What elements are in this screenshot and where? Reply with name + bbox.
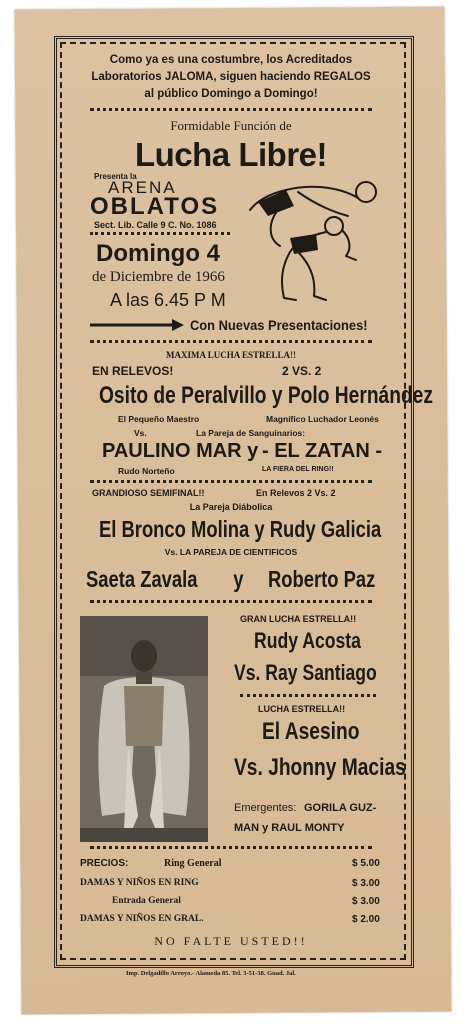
- bout-1-line-1: Rudy Acosta: [254, 628, 361, 653]
- no-falte-footer: NO FALTE USTED!!: [154, 934, 308, 948]
- bout-2-line-1: El Asesino: [262, 718, 360, 745]
- price-label-3: Entrada General: [112, 896, 181, 906]
- price-label-2: DAMAS Y NIÑOS EN RING: [80, 878, 199, 888]
- printer-credit: Imp. Delgadillo Arroyo.- Alameda 85. Tel. 3-51-38. Guad. Jal.: [126, 970, 296, 977]
- bout-1-label: GRAN LUCHA ESTRELLA!!: [240, 614, 357, 624]
- semifinal-format: En Relevos 2 Vs. 2: [256, 488, 336, 498]
- bout-2-label: LUCHA ESTRELLA!!: [258, 704, 346, 714]
- semifinal-label: GRANDIOSO SEMIFINAL!!: [92, 488, 205, 498]
- arena-label: ARENA: [108, 178, 177, 197]
- presenta-label: Presenta la: [94, 172, 137, 181]
- poster-title: Lucha Libre!: [134, 136, 328, 173]
- nickname-2b: LA FIERA DEL RING!!: [262, 466, 334, 473]
- intro-line-2: Laboratorios JALOMA, siguen haciendo REGALOS: [91, 71, 371, 83]
- divider: [90, 480, 372, 483]
- bout-1-line-2: Vs. Ray Santiago: [234, 660, 377, 685]
- divider: [90, 600, 372, 603]
- semifinal-team-2a: Saeta Zavala: [86, 566, 198, 592]
- emergentes-label: Emergentes:: [234, 802, 297, 814]
- divider: [90, 340, 372, 343]
- price-value-1: $ 5.00: [352, 858, 380, 869]
- divider: [90, 846, 372, 849]
- semifinal-team-2b: Roberto Paz: [268, 566, 376, 592]
- price-value-3: $ 3.00: [352, 896, 380, 907]
- semifinal-pareja: La Pareja Diábolica: [189, 502, 273, 512]
- event-month-year: de Diciembre de 1966: [92, 269, 225, 285]
- bout-2-line-2: Vs. Jhonny Macias: [234, 754, 406, 781]
- nickname-1a: El Pequeño Maestro: [118, 414, 200, 424]
- prices-header: PRECIOS:: [80, 858, 129, 869]
- semifinal-vs: Vs. LA PAREJA DE CIENTIFICOS: [164, 547, 298, 557]
- emergentes-1: GORILA GUZ-: [304, 802, 377, 814]
- semifinal-team-2y: y: [233, 566, 244, 592]
- intro-line-1: Como ya es una costumbre, los Acreditados: [109, 54, 353, 66]
- divider: [240, 694, 376, 697]
- divider: [90, 232, 230, 235]
- pareja-label: La Pareja de Sanguinarios:: [196, 428, 306, 438]
- presentaciones-text: Con Nuevas Presentaciones!: [190, 317, 368, 333]
- venue-name: OBLATOS: [90, 193, 220, 220]
- vs-label: Vs.: [134, 428, 147, 438]
- wrestlers-illustration: [238, 176, 386, 310]
- price-value-2: $ 3.00: [352, 878, 380, 889]
- relevos-label: EN RELEVOS!: [92, 364, 174, 378]
- funcion-subtitle: Formidable Función de: [170, 118, 292, 133]
- emergentes-2: MAN y RAUL MONTY: [234, 822, 345, 834]
- main-event-label: MAXIMA LUCHA ESTRELLA!!: [165, 350, 296, 360]
- price-value-4: $ 2.00: [352, 914, 380, 925]
- nickname-2a: Rudo Norteño: [118, 466, 175, 476]
- format-label: 2 VS. 2: [282, 364, 322, 378]
- semifinal-team-1: El Bronco Molina y Rudy Galicia: [99, 516, 382, 542]
- nickname-1b: Magnífico Luchador Leonés: [266, 414, 379, 424]
- event-day: Domingo 4: [96, 240, 220, 267]
- divider: [90, 108, 372, 111]
- price-label-4: DAMAS Y NIÑOS EN GRAL.: [80, 914, 204, 924]
- arrow-right-icon: [88, 318, 184, 332]
- price-label-1: Ring General: [164, 858, 222, 869]
- intro-line-3: al público Domingo a Domingo!: [144, 88, 318, 100]
- team-1-names: Osito de Peralvillo y Polo Hernández: [99, 382, 433, 409]
- event-time: A las 6.45 P M: [110, 290, 226, 310]
- team-2-names-b: - EL ZATAN -: [262, 440, 382, 462]
- wrestler-photo: [80, 616, 208, 842]
- venue-address: Sect. Lib. Calle 9 C. No. 1086: [94, 220, 217, 230]
- team-2-names-a: PAULINO MAR y: [102, 440, 259, 462]
